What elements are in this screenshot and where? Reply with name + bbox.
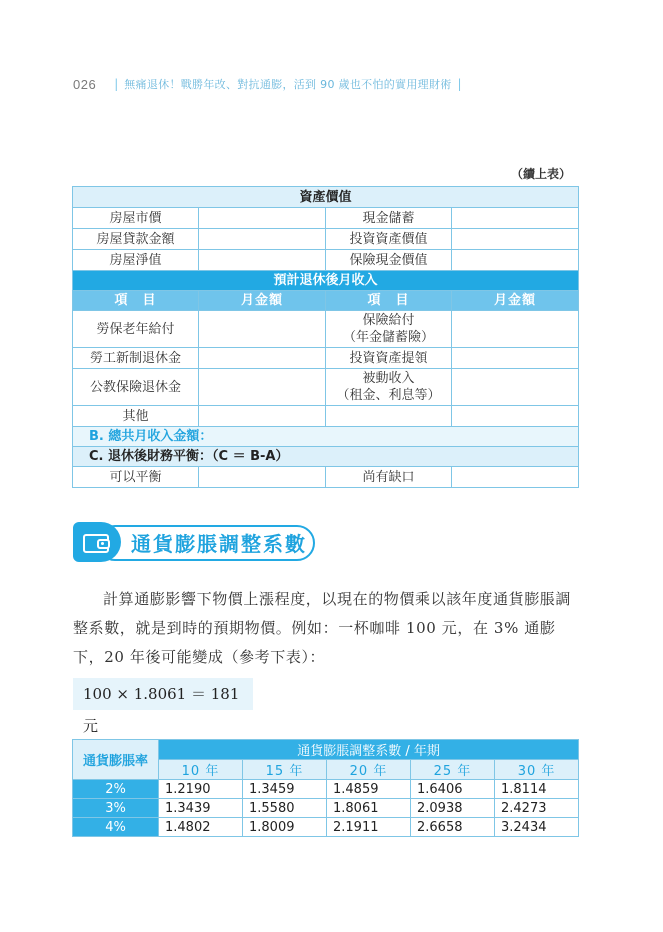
section-heading [73, 522, 315, 562]
factor-cell: 1.3459 [243, 780, 327, 799]
asset-value-cell [199, 229, 326, 250]
column-header: 月金額 [452, 291, 579, 311]
asset-value-cell [199, 208, 326, 229]
income-label: 勞工新制退休金 [73, 348, 199, 369]
divider: | [114, 77, 119, 91]
total-income-row: B. 總共月收入金額： [73, 427, 579, 447]
income-value-cell [199, 311, 326, 348]
balance-label: 尚有缺口 [326, 467, 452, 488]
factor-cell: 2.0938 [411, 799, 495, 818]
retirement-worksheet-table [72, 186, 579, 488]
year-header: 10 年 [159, 760, 243, 780]
asset-label: 保險現金價值 [326, 250, 452, 271]
factor-cell: 1.2190 [159, 780, 243, 799]
asset-value-cell [452, 208, 579, 229]
table-row [73, 799, 579, 818]
income-section-title: 預計退休後月收入 [73, 271, 579, 291]
factor-cell: 1.8061 [327, 799, 411, 818]
income-label [326, 406, 452, 427]
asset-value-cell [452, 250, 579, 271]
income-value-cell [199, 369, 326, 406]
rate-cell: 3% [73, 799, 159, 818]
income-value-cell [452, 406, 579, 427]
divider: | [457, 77, 462, 91]
column-header: 項 目 [73, 291, 199, 311]
income-value-cell [452, 311, 579, 348]
income-label: 公教保險退休金 [73, 369, 199, 406]
asset-label: 現金儲蓄 [326, 208, 452, 229]
factor-cell: 2.1911 [327, 818, 411, 837]
factor-header: 通貨膨脹調整系數 / 年期 [159, 740, 579, 760]
income-label: 其他 [73, 406, 199, 427]
section-title: 通貨膨脹調整系數 [131, 532, 307, 556]
factor-cell: 1.8114 [495, 780, 579, 799]
year-header: 15 年 [243, 760, 327, 780]
income-label: 勞保老年給付 [73, 311, 199, 348]
balance-value-cell [452, 467, 579, 488]
balance-label: 可以平衡 [73, 467, 199, 488]
running-header [73, 76, 462, 92]
asset-value-cell [199, 250, 326, 271]
factor-cell: 3.2434 [495, 818, 579, 837]
column-header: 月金額 [199, 291, 326, 311]
table-row [73, 818, 579, 837]
factor-cell: 2.4273 [495, 799, 579, 818]
factor-cell: 1.5580 [243, 799, 327, 818]
year-header: 25 年 [411, 760, 495, 780]
balance-row: C. 退休後財務平衡：（C ＝ B-A） [73, 447, 579, 467]
year-header: 30 年 [495, 760, 579, 780]
year-header: 20 年 [327, 760, 411, 780]
factor-cell: 1.8009 [243, 818, 327, 837]
rate-cell: 4% [73, 818, 159, 837]
wallet-icon [73, 522, 121, 562]
inflation-factor-table [72, 739, 579, 837]
asset-label: 房屋貸款金額 [73, 229, 199, 250]
page-number: 026 [73, 76, 97, 92]
table-row [73, 780, 579, 799]
example-formula: 100 × 1.8061 ＝ 181 元 [73, 678, 253, 710]
factor-cell: 1.4859 [327, 780, 411, 799]
balance-value-cell [199, 467, 326, 488]
factor-cell: 1.6406 [411, 780, 495, 799]
income-value-cell [452, 369, 579, 406]
factor-cell: 1.4802 [159, 818, 243, 837]
rate-header: 通貨膨脹率 [73, 740, 159, 780]
column-header: 項 目 [326, 291, 452, 311]
factor-cell: 1.3439 [159, 799, 243, 818]
asset-value-cell [452, 229, 579, 250]
income-value-cell [452, 348, 579, 369]
body-paragraph: 計算通膨影響下物價上漲程度，以現在的物價乘以該年度通貨膨脹調整系數，就是到時的預期物價。例如：一杯咖啡 100 元，在 3% 通膨下，20 年後可能變成（參考下表）： [73, 590, 572, 666]
asset-label: 投資資產價值 [326, 229, 452, 250]
continued-label: （續上表） [510, 167, 571, 181]
income-label: 投資資產提領 [326, 348, 452, 369]
book-title: 無痛退休！戰勝年改、對抗通膨，活到 90 歲也不怕的實用理財術 [124, 78, 452, 91]
rate-cell: 2% [73, 780, 159, 799]
income-label: 被動收入 （租金、利息等） [326, 369, 452, 406]
asset-section-title: 資產價值 [73, 187, 579, 208]
income-value-cell [199, 348, 326, 369]
asset-label: 房屋市價 [73, 208, 199, 229]
asset-label: 房屋淨值 [73, 250, 199, 271]
income-value-cell [199, 406, 326, 427]
income-label: 保險給付 （年金儲蓄險） [326, 311, 452, 348]
factor-cell: 2.6658 [411, 818, 495, 837]
